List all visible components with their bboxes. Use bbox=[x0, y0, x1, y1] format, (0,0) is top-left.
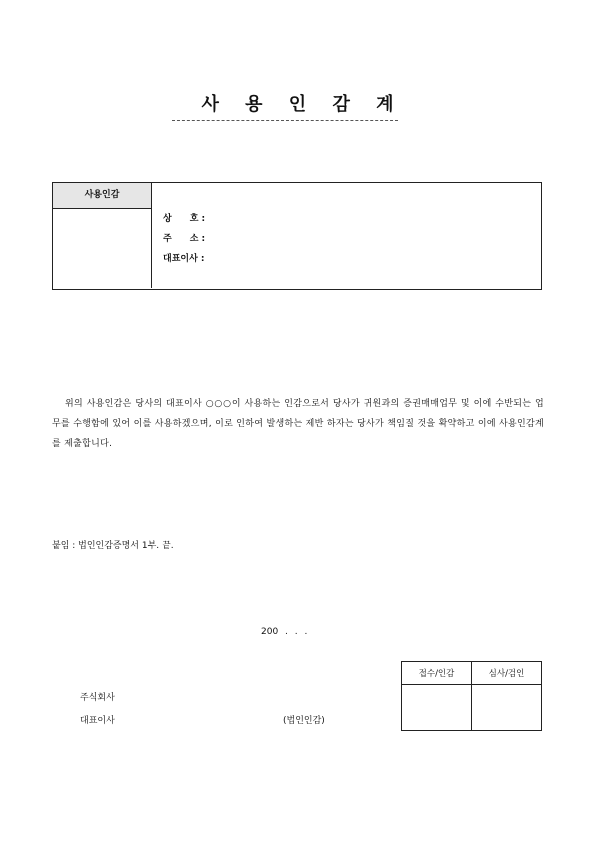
representative-field: 대표이사 : bbox=[163, 254, 205, 264]
approval-cell-receipt bbox=[402, 685, 472, 731]
approval-cell-review bbox=[472, 685, 542, 731]
approval-header-review: 심사/검인 bbox=[472, 662, 542, 685]
address-field: 주 소 : bbox=[163, 234, 206, 244]
ceo-label: 대표이사 bbox=[80, 716, 115, 726]
stamp-impression-area bbox=[53, 183, 152, 288]
stamp-section bbox=[52, 182, 542, 290]
company-label: 주식회사 bbox=[80, 693, 115, 703]
stamp-label: 사용인감 bbox=[53, 183, 151, 209]
approval-table bbox=[401, 661, 542, 731]
corporate-seal-label: (법인인감) bbox=[283, 716, 325, 726]
approval-header-receipt: 접수/인감 bbox=[402, 662, 472, 685]
attachment-note: 붙임 : 법인인감증명서 1부. 끝. bbox=[52, 541, 174, 551]
title-underline bbox=[172, 120, 398, 121]
trade-name-field: 상 호 : bbox=[163, 214, 206, 224]
document-title: 사 용 인 감 계 bbox=[201, 94, 404, 115]
declaration-text: 위의 사용인감은 당사의 대표이사 ○○○이 사용하는 인감으로서 당사가 귀원과의 증권매매업무 및 이에 수반되는 업무를 수행함에 있어 이를 사용하겠으며, 이로 인하여 발생하는 제반 하자는 당사가 책임질 것을 확약하고 이에 사용인감계를 제출합니다. bbox=[52, 399, 544, 449]
date-line: 200 . . . bbox=[261, 627, 308, 637]
